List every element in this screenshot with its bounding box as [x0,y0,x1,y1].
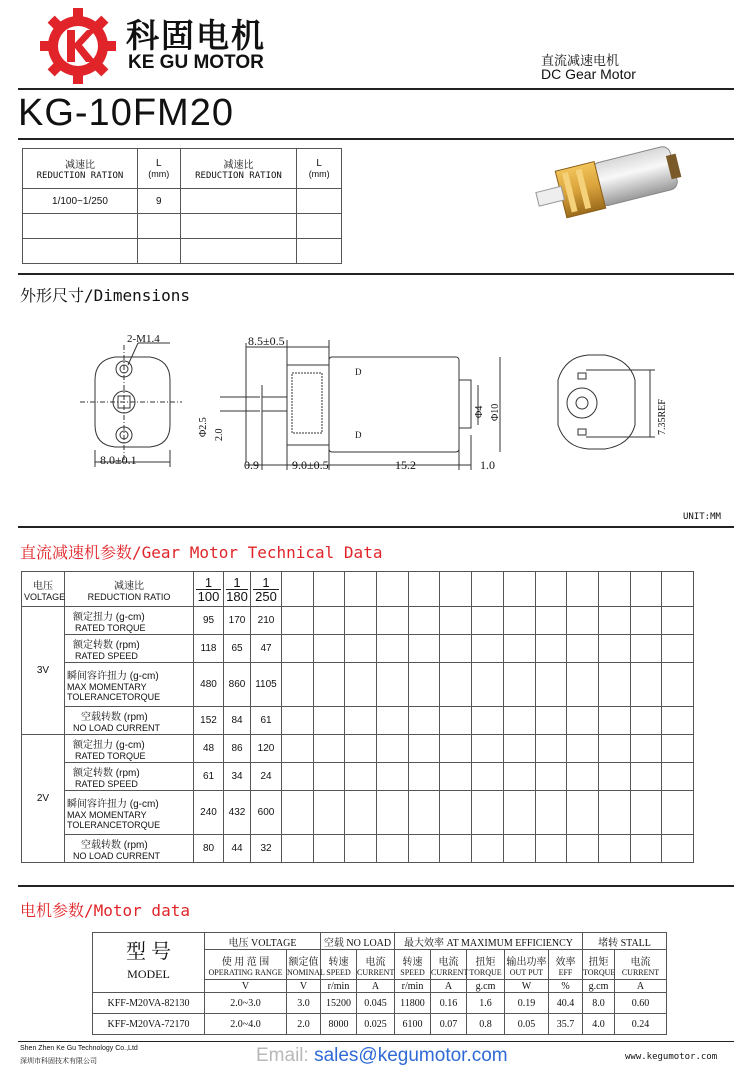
sub-head-cn: 转速 [402,956,423,968]
dimension-drawing [60,325,710,490]
sub-head-en: OUT PUT [509,967,544,977]
param-en: MAX MOMENTARY TOLERANCETORQUE [67,682,161,702]
sub-head-cn: 电流 [365,956,386,968]
value-cell: 84 [224,707,251,735]
value-cell: 65 [224,635,251,663]
sub-head-cn: 使 用 范 围 [221,956,270,968]
sub-head-cn: 转速 [328,956,349,968]
param-en: NO LOAD CURRENT [73,723,161,733]
motor-value: 40.4 [549,993,583,1014]
sub-head-cn: 扭矩 [588,956,609,968]
param-cn: 额定转数 (rpm) [73,640,140,651]
sub-head-en: NOMINAL [287,967,325,977]
sub-head-en: SPEED [400,967,425,977]
motor-value: 0.07 [431,1014,467,1035]
param-cn: 瞬间容许扭力 (g-cm) [67,799,159,810]
param-en: RATED SPEED [75,779,138,789]
sub-head-cn: 效率 [555,956,576,968]
unit-cell: A [431,980,467,993]
dim-mark-d2: D [355,430,362,440]
dim-ref: 7.35REF [657,399,668,435]
param-cn: 空载转数 (rpm) [81,712,148,723]
ratio-den: 180 [226,588,248,604]
category-cn: 直流减速电机 [541,53,620,68]
spec-divider [18,273,734,275]
sub-head-en: CURRENT [357,967,395,977]
model-head-cn: 型 号 [126,940,171,963]
category-en: DC Gear Motor [541,66,636,82]
motor-value: 0.8 [467,1014,505,1035]
value-cell: 34 [224,763,251,791]
spec-col2-top: L [155,158,162,169]
value-cell: 210 [251,607,282,635]
sub-head-cn: 电流 [438,956,459,968]
unit-cell: A [615,980,667,993]
motor-value: 0.19 [505,993,549,1014]
voltage-group-head: 电压 VOLTAGE [205,933,321,950]
voltage-head-en: VOLTAGE [24,591,66,602]
spec-col2-bottom: (mm) [148,169,170,179]
value-cell: 32 [251,835,282,863]
value-cell: 240 [194,791,224,835]
model-head-en: MODEL [127,966,170,981]
header-divider [18,88,734,90]
unit-cell: g.cm [467,980,505,993]
dimensions-title: 外形尺寸/Dimensions [20,286,190,305]
ratio-num: 1 [196,576,221,590]
maxeff-group-head: 最大效率 AT MAXIMUM EFFICIENCY [395,933,583,950]
product-photo [527,138,697,238]
value-cell: 860 [224,663,251,707]
unit-cell: W [505,980,549,993]
unit-cell: V [287,980,321,993]
unit-cell: g.cm [583,980,615,993]
motor-value: 11800 [395,993,431,1014]
ratio-num: 1 [226,576,248,590]
motor-value: 0.05 [505,1014,549,1035]
sub-head-en: TORQUE [469,967,502,977]
spec-col3-cn: 减速比 [223,160,254,171]
value-cell: 118 [194,635,224,663]
sub-head-cn: 电流 [630,956,651,968]
spec-col4-bottom: (mm) [308,169,330,179]
motor-value: 2.0~4.0 [205,1014,287,1035]
value-cell: 600 [251,791,282,835]
motor-value: 2.0~3.0 [205,993,287,1014]
sub-head-en: TORQUE [583,967,616,977]
motor-model: KFF-M20VA-72170 [93,1014,205,1035]
motor-value: 15200 [321,993,357,1014]
motor-value: 1.6 [467,993,505,1014]
spec-table [22,148,342,264]
motor-value: 0.16 [431,993,467,1014]
value-cell: 120 [251,735,282,763]
param-en: MAX MOMENTARY TOLERANCETORQUE [67,810,161,830]
stall-group-head: 堵转 STALL [583,933,667,950]
param-cn: 额定转数 (rpm) [73,768,140,779]
motor-value: 2.0 [287,1014,321,1035]
dim-phi4: Φ4 [474,405,485,418]
unit-cell: A [357,980,395,993]
value-cell: 432 [224,791,251,835]
sub-head-cn: 额定值 [288,956,319,968]
unit-cell: r/min [321,980,357,993]
sub-head-cn: 输出功率 [506,956,547,968]
value-cell: 152 [194,707,224,735]
value-cell: 24 [251,763,282,791]
dim-phi10: Φ10 [490,403,501,421]
dim-shaft-d: Φ2.5 [198,417,209,437]
value-cell: 47 [251,635,282,663]
value-cell: 170 [224,607,251,635]
ratio-head-cn: 减速比 [114,580,144,592]
motor-value: 8.0 [583,993,615,1014]
unit-cell: V [205,980,287,993]
dim-flat: 2.0 [214,428,225,441]
email-label: Email: [256,1045,315,1066]
motor-value: 4.0 [583,1014,615,1035]
param-cn: 额定扭力 (g-cm) [73,612,145,623]
footer-divider [18,1041,734,1042]
value-cell: 86 [224,735,251,763]
sub-head-en: EFF [558,967,573,977]
dim-mark-d1: D [355,367,362,377]
ratio-den: 100 [197,588,220,604]
gear-data-title: 直流减速机参数/Gear Motor Technical Data [20,543,383,562]
dimensions-divider [18,526,734,528]
spec-row1-l: 9 [137,189,180,214]
motor-value: 3.0 [287,993,321,1014]
email-line [256,1045,508,1067]
unit-label: UNIT:MM [683,512,721,522]
value-cell: 1105 [251,663,282,707]
param-cn: 额定扭力 (g-cm) [73,740,145,751]
param-cn: 空载转数 (rpm) [81,840,148,851]
ratio-head-en: REDUCTION RATIO [87,591,171,602]
spec-col3-en: REDUCTION RATION [195,171,282,181]
dim-length-152: 15.2 [395,458,416,472]
website-link[interactable]: www.kegumotor.com [625,1052,718,1062]
dim-length-85: 8.5±0.5 [248,334,285,348]
param-en: RATED TORQUE [75,623,146,633]
dim-length-9: 9.0±0.5 [292,458,329,472]
spec-col1-en: REDUCTION RATION [36,171,124,181]
dim-width-8: 8.0±0.1 [100,453,137,467]
brand-name-cn: 科固电机 [126,17,266,54]
motor-value: 0.045 [357,993,395,1014]
value-cell: 480 [194,663,224,707]
voltage-2v: 2V [22,735,65,863]
motor-value: 35.7 [549,1014,583,1035]
motor-data-table [92,932,667,1035]
spec-row1-ratio: 1/100~1/250 [23,189,138,214]
motor-value: 8000 [321,1014,357,1035]
model-title: KG-10FM20 [18,92,234,134]
dim-09: 0.9 [244,458,259,472]
motor-value: 6100 [395,1014,431,1035]
value-cell: 61 [251,707,282,735]
sub-head-cn: 扭矩 [475,956,496,968]
value-cell: 44 [224,835,251,863]
ratio-num: 1 [253,576,279,590]
motor-model: KFF-M20VA-82130 [93,993,205,1014]
ratio-den: 250 [255,588,277,604]
value-cell: 48 [194,735,224,763]
voltage-head-cn: 电压 [33,580,53,592]
company-name-en: Shen Zhen Ke Gu Technology Co.,Ltd [20,1045,138,1052]
sub-head-en: CURRENT [621,967,660,977]
sub-head-en: OPERATING RANGE [208,967,283,977]
brand-logo [38,6,118,86]
email-link[interactable]: sales@kegumotor.com [314,1045,508,1066]
motor-data-title: 电机参数/Motor data [20,901,190,920]
param-en: RATED TORQUE [75,751,146,761]
sub-head-en: SPEED [326,967,351,977]
gear-data-divider [18,885,734,887]
noload-group-head: 空载 NO LOAD [321,933,395,950]
unit-cell: r/min [395,980,431,993]
param-cn: 瞬间容许扭力 (g-cm) [67,671,159,682]
motor-value: 0.60 [615,993,667,1014]
dim-m14: 2-M1.4 [127,333,160,345]
brand-name-en: KE GU MOTOR [128,52,264,73]
dim-10: 1.0 [480,458,495,472]
motor-value: 0.025 [357,1014,395,1035]
voltage-3v: 3V [22,607,65,735]
value-cell: 61 [194,763,224,791]
value-cell: 95 [194,607,224,635]
sub-head-en: CURRENT [431,967,469,977]
motor-value: 0.24 [615,1014,667,1035]
gear-data-table [21,571,694,863]
value-cell: 80 [194,835,224,863]
param-en: NO LOAD CURRENT [73,851,161,861]
spec-col1-cn: 减速比 [64,160,95,171]
company-name-cn: 深圳市科固技术有限公司 [20,1058,97,1065]
param-en: RATED SPEED [75,651,138,661]
unit-cell: % [549,980,583,993]
spec-col4-top: L [316,158,322,169]
